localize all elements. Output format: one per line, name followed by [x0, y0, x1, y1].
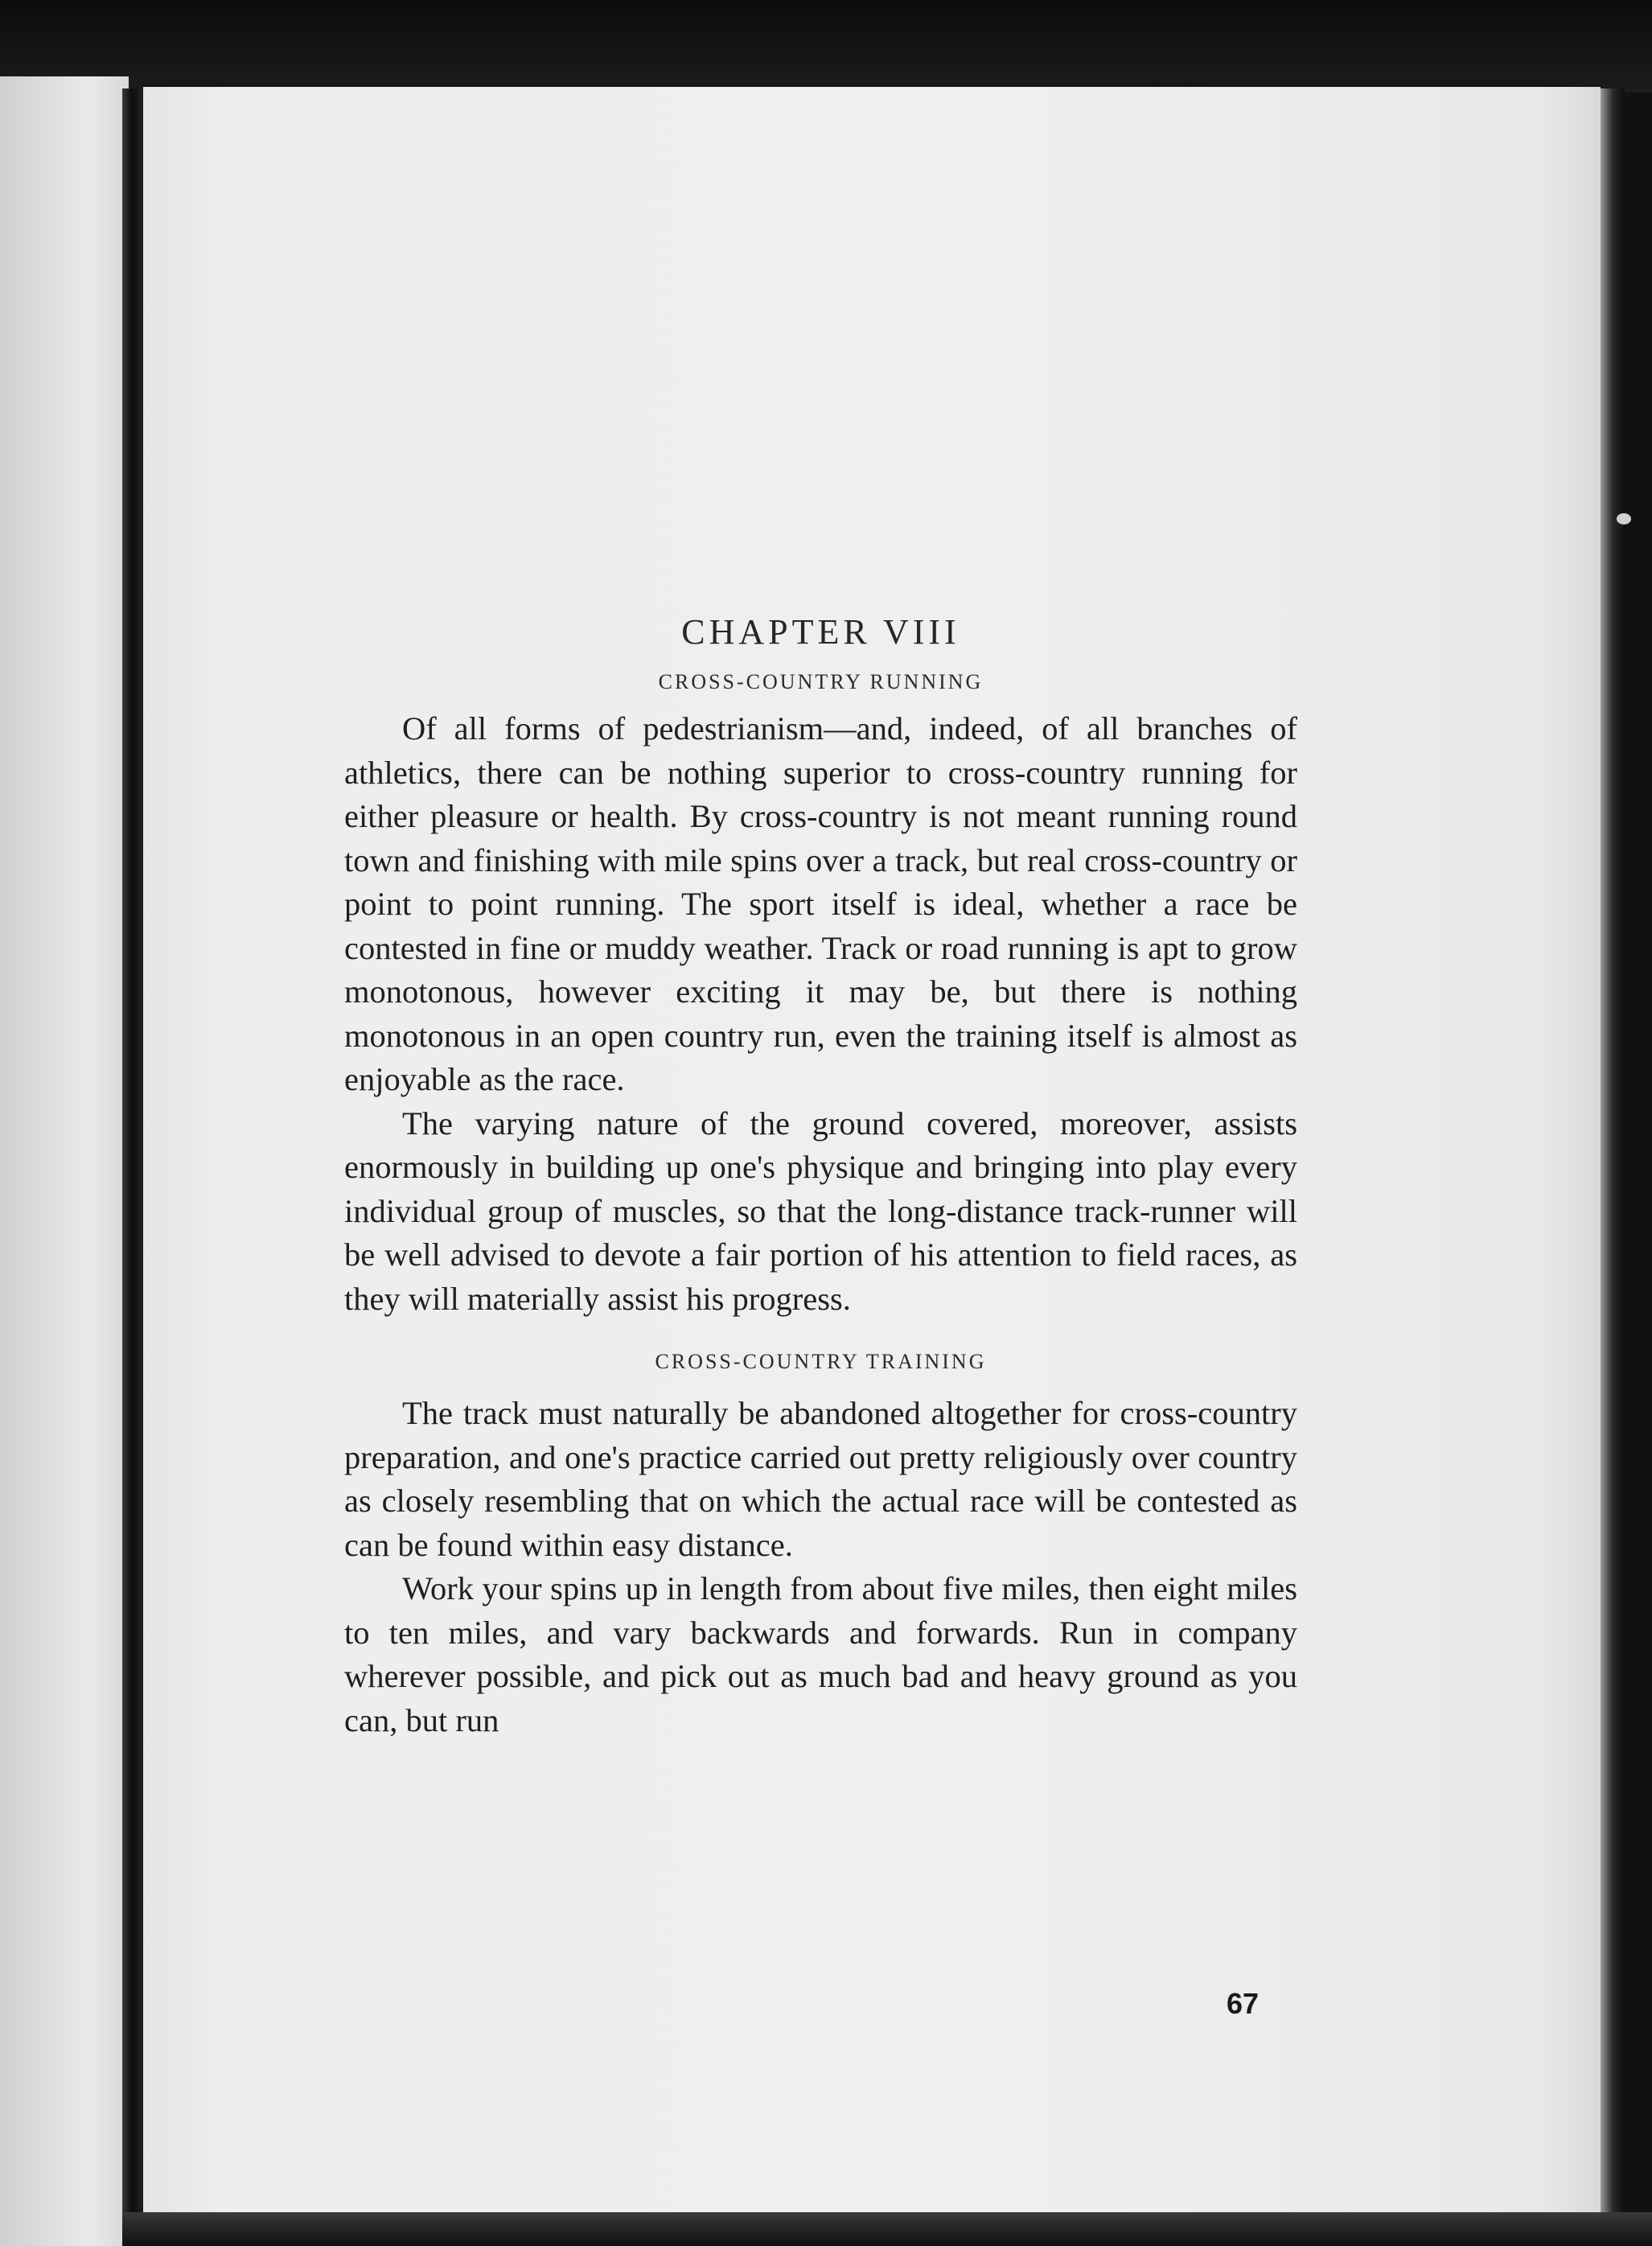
chapter-title: CHAPTER VIII — [681, 612, 960, 652]
facing-page-edge — [0, 76, 129, 2246]
paragraph: The varying nature of the ground covered, moreover, assists enormously in building up one's physique and bringing into play every individual group of muscles, so that the long-distance track-runner will be well advised to devote a fair portion of his attention to field races, as they will materially assist his progress. — [344, 1104, 1297, 1317]
page-right-edge — [1601, 88, 1625, 2246]
paragraph: Of all forms of pedestrianism—and, indeed, of all branches of athletics, there can be nothing superior to cross-country running for either pleasure or health. By cross-country is not meant running round town and finishing with mile spins over a track, but real cross-country or point to point running. The sport itself is ideal, whether a race be contested in fine or muddy weather. Track or road running is apt to grow monotonous, however exciting it may be, but there is nothing monotonous in an open country run, even the training itself is almost as enjoyable as the race. — [344, 710, 1297, 1097]
section-heading-running: CROSS-COUNTRY RUNNING — [658, 670, 984, 693]
page-text — [344, 611, 1297, 1742]
paragraph: Work your spins up in length from about five miles, then eight miles to ten miles, and vary backwards and forwards. Run in company wherever possible, and pick out as much bad and heavy ground as you can, but run — [344, 1570, 1297, 1738]
page-bottom-edge — [122, 2212, 1652, 2246]
section-heading-training: CROSS-COUNTRY TRAINING — [655, 1350, 987, 1373]
page-number: 67 — [1227, 1987, 1260, 2020]
scan-fleck — [1617, 513, 1631, 524]
paragraph: The track must naturally be abandoned altogether for cross-country preparation, and one's practice carried out pretty religiously over country as closely resembling that on which the actual race will be contested as can be found within easy distance. — [344, 1395, 1297, 1563]
scan-top-edge — [0, 0, 1652, 93]
